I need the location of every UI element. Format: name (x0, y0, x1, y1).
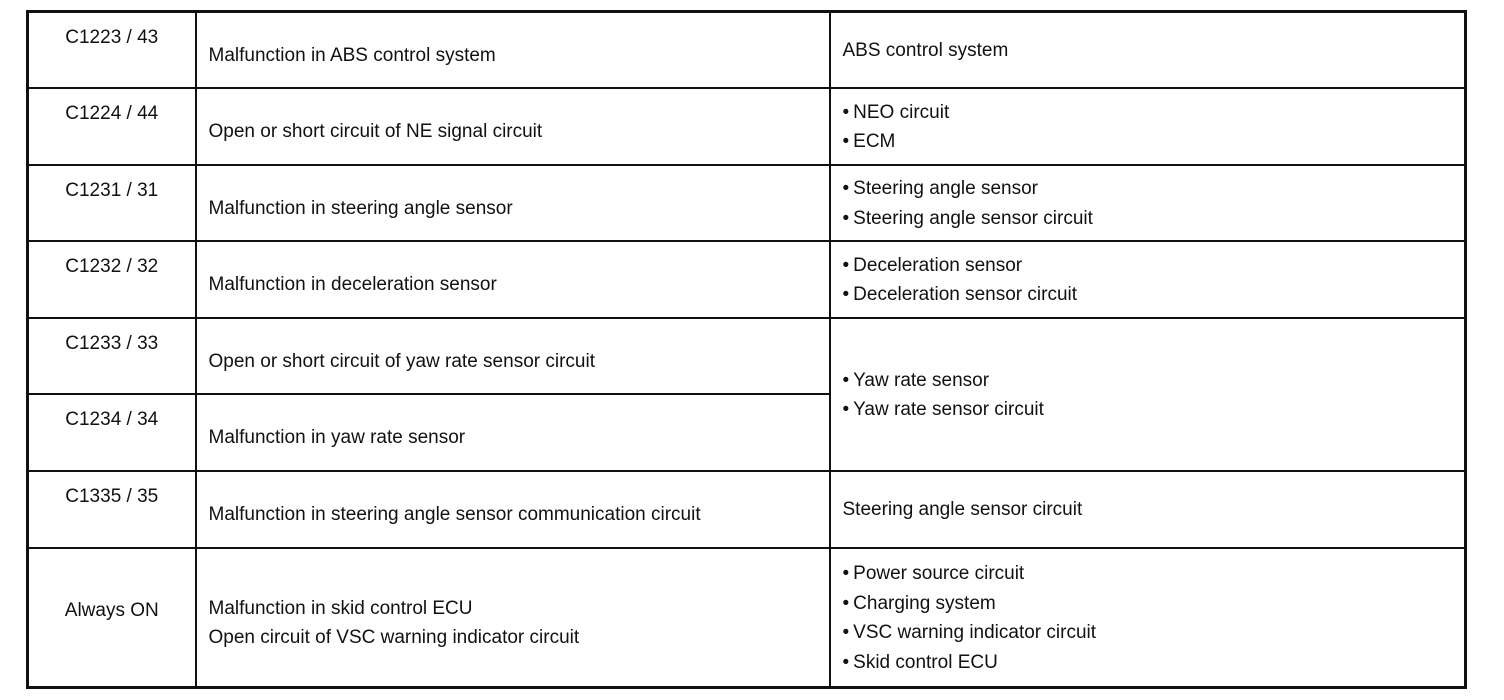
detection-item-cell: Malfunction in ABS control system (196, 12, 830, 88)
dtc-code-cell: Always ON (28, 548, 196, 688)
list-item: • Power source circuit (843, 559, 1453, 588)
list-item: • Yaw rate sensor (843, 366, 1453, 395)
trouble-area-cell (830, 88, 1466, 165)
table-row (28, 12, 1466, 88)
detection-item-cell: Malfunction in yaw rate sensor (196, 394, 830, 471)
list-item: • Steering angle sensor circuit (843, 204, 1453, 233)
trouble-area-cell: Steering angle sensor circuit (830, 471, 1466, 548)
detection-item-cell: Malfunction in skid control ECU Open circuit of VSC warning indicator circuit (196, 548, 830, 688)
dtc-code-cell: C1232 / 32 (28, 241, 196, 318)
dtc-code-cell: C1224 / 44 (28, 88, 196, 165)
dtc-code-cell: C1223 / 43 (28, 12, 196, 88)
table-row (28, 241, 1466, 318)
dtc-code-cell: C1231 / 31 (28, 165, 196, 241)
table-row (28, 471, 1466, 548)
list-item: • VSC warning indicator circuit (843, 618, 1453, 647)
list-item: • Skid control ECU (843, 648, 1453, 677)
dtc-code-cell: C1234 / 34 (28, 394, 196, 471)
dtc-code-cell: C1233 / 33 (28, 318, 196, 394)
trouble-area-cell (830, 241, 1466, 318)
trouble-area-cell (830, 318, 1466, 471)
list-item: • Deceleration sensor (843, 251, 1453, 280)
trouble-area-cell (830, 548, 1466, 688)
list-item: • Charging system (843, 589, 1453, 618)
trouble-area-cell (830, 165, 1466, 241)
detection-item-cell: Malfunction in steering angle sensor communication circuit (196, 471, 830, 548)
trouble-area-list (843, 559, 1453, 677)
table-row (28, 88, 1466, 165)
table-row (28, 165, 1466, 241)
diagnostic-code-table (26, 10, 1467, 689)
trouble-area-cell: ABS control system (830, 12, 1466, 88)
detection-item-cell: Open or short circuit of yaw rate sensor circuit (196, 318, 830, 394)
list-item: • Yaw rate sensor circuit (843, 395, 1453, 424)
detection-item-cell: Malfunction in deceleration sensor (196, 241, 830, 318)
list-item: • Steering angle sensor (843, 174, 1453, 203)
table-row (28, 548, 1466, 688)
dtc-code-cell: C1335 / 35 (28, 471, 196, 548)
trouble-area-list (843, 366, 1453, 425)
list-item: • ECM (843, 127, 1453, 156)
trouble-area-list (843, 174, 1453, 233)
detection-item-cell: Malfunction in steering angle sensor (196, 165, 830, 241)
trouble-area-list (843, 98, 1453, 157)
table-row (28, 318, 1466, 394)
detection-item-cell: Open or short circuit of NE signal circuit (196, 88, 830, 165)
list-item: • Deceleration sensor circuit (843, 280, 1453, 309)
list-item: • NEO circuit (843, 98, 1453, 127)
trouble-area-list (843, 251, 1453, 310)
